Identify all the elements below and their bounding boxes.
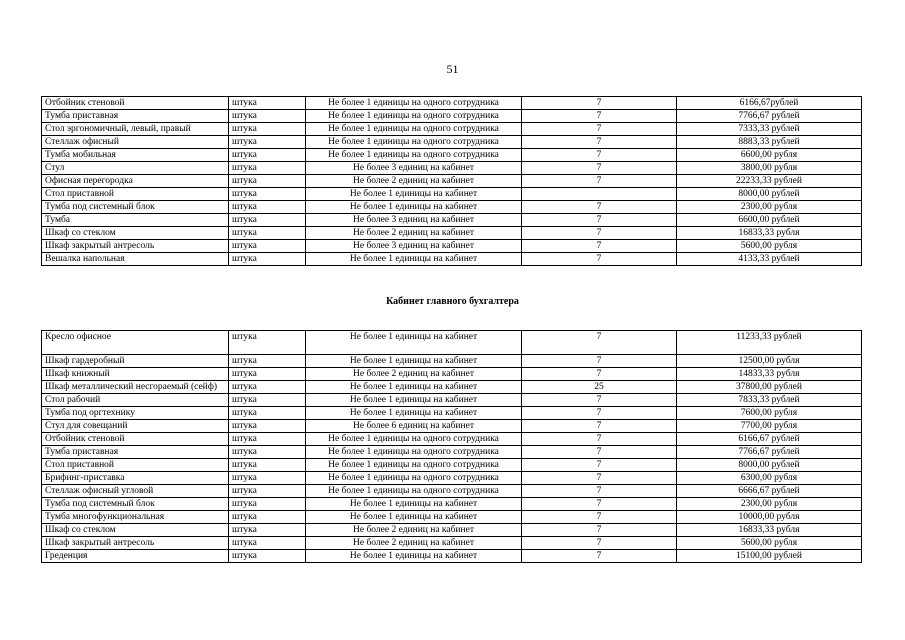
unit-cell: штука <box>229 149 306 162</box>
service-years-cell: 7 <box>522 97 677 110</box>
norm-cell: Не более 1 единицы на кабинет <box>306 381 522 394</box>
table-row <box>42 524 862 537</box>
service-years-cell: 25 <box>522 381 677 394</box>
unit-cell: штука <box>229 485 306 498</box>
unit-cell: штука <box>229 253 306 266</box>
item-name-cell: Тумба под системный блок <box>42 201 229 214</box>
table-row <box>42 407 862 420</box>
table-row <box>42 201 862 214</box>
unit-cell: штука <box>229 136 306 149</box>
price-cell: 8000,00 рублей <box>677 188 862 201</box>
norm-cell: Не более 3 единиц на кабинет <box>306 162 522 175</box>
service-years-cell <box>522 188 677 201</box>
service-years-cell: 7 <box>522 511 677 524</box>
unit-cell: штука <box>229 472 306 485</box>
price-cell: 8000,00 рублей <box>677 459 862 472</box>
unit-cell: штука <box>229 331 306 355</box>
item-name-cell: Тумба <box>42 214 229 227</box>
unit-cell: штука <box>229 214 306 227</box>
norm-cell: Не более 2 единиц на кабинет <box>306 175 522 188</box>
price-cell: 6600,00 рублей <box>677 214 862 227</box>
price-cell: 10000,00 рубля <box>677 511 862 524</box>
service-years-cell: 7 <box>522 433 677 446</box>
unit-cell: штука <box>229 162 306 175</box>
item-name-cell: Греденция <box>42 550 229 563</box>
norm-cell: Не более 1 единицы на одного сотрудника <box>306 97 522 110</box>
table-row <box>42 331 862 355</box>
item-name-cell: Шкаф гардеробный <box>42 355 229 368</box>
service-years-cell: 7 <box>522 472 677 485</box>
table-row <box>42 537 862 550</box>
item-name-cell: Шкаф металлический несгораемый (сейф) <box>42 381 229 394</box>
service-years-cell: 7 <box>522 498 677 511</box>
norm-cell: Не более 1 единицы на одного сотрудника <box>306 149 522 162</box>
item-name-cell: Стол приставной <box>42 188 229 201</box>
price-cell: 14833,33 рубля <box>677 368 862 381</box>
unit-cell: штука <box>229 420 306 433</box>
table-row <box>42 550 862 563</box>
unit-cell: штука <box>229 97 306 110</box>
price-cell: 8883,33 рублей <box>677 136 862 149</box>
table-row <box>42 253 862 266</box>
table-row <box>42 394 862 407</box>
item-name-cell: Шкаф закрытый антресоль <box>42 537 229 550</box>
price-cell: 16833,33 рубля <box>677 227 862 240</box>
table-row <box>42 511 862 524</box>
service-years-cell: 7 <box>522 123 677 136</box>
service-years-cell: 7 <box>522 459 677 472</box>
item-name-cell: Кресло офисное <box>42 331 229 355</box>
item-name-cell: Стол приставной <box>42 459 229 472</box>
norm-cell: Не более 3 единиц на кабинет <box>306 214 522 227</box>
item-name-cell: Стеллаж офисный <box>42 136 229 149</box>
table-row <box>42 175 862 188</box>
table-body <box>42 97 862 266</box>
item-name-cell: Тумба приставная <box>42 446 229 459</box>
service-years-cell: 7 <box>522 537 677 550</box>
price-cell: 6666,67 рублей <box>677 485 862 498</box>
norm-cell: Не более 2 единиц на кабинет <box>306 368 522 381</box>
price-cell: 7333,33 рублей <box>677 123 862 136</box>
norm-cell: Не более 1 единицы на одного сотрудника <box>306 433 522 446</box>
service-years-cell: 7 <box>522 110 677 123</box>
norm-cell: Не более 2 единиц на кабинет <box>306 524 522 537</box>
unit-cell: штука <box>229 394 306 407</box>
item-name-cell: Стеллаж офисный угловой <box>42 485 229 498</box>
item-name-cell: Стул для совещаний <box>42 420 229 433</box>
price-cell: 7766,67 рублей <box>677 446 862 459</box>
price-cell: 5600,00 рубля <box>677 240 862 253</box>
unit-cell: штука <box>229 368 306 381</box>
norm-cell: Не более 1 единицы на одного сотрудника <box>306 110 522 123</box>
table-row <box>42 227 862 240</box>
unit-cell: штука <box>229 188 306 201</box>
price-cell: 6166,67 рублей <box>677 433 862 446</box>
service-years-cell: 7 <box>522 446 677 459</box>
norm-cell: Не более 1 единицы на кабинет <box>306 201 522 214</box>
norm-cell: Не более 1 единицы на кабинет <box>306 394 522 407</box>
norm-cell: Не более 1 единицы на кабинет <box>306 188 522 201</box>
table-row <box>42 433 862 446</box>
unit-cell: штука <box>229 433 306 446</box>
table-row <box>42 149 862 162</box>
unit-cell: штука <box>229 511 306 524</box>
item-name-cell: Тумба мобильная <box>42 149 229 162</box>
unit-cell: штука <box>229 524 306 537</box>
table-row <box>42 97 862 110</box>
table-row <box>42 123 862 136</box>
table-row <box>42 420 862 433</box>
item-name-cell: Стол рабочий <box>42 394 229 407</box>
norm-cell: Не более 1 единицы на кабинет <box>306 331 522 355</box>
service-years-cell: 7 <box>522 240 677 253</box>
table-row <box>42 355 862 368</box>
price-cell: 7833,33 рублей <box>677 394 862 407</box>
service-years-cell: 7 <box>522 420 677 433</box>
item-name-cell: Вешалка напольная <box>42 253 229 266</box>
norm-cell: Не более 1 единицы на кабинет <box>306 498 522 511</box>
item-name-cell: Тумба приставная <box>42 110 229 123</box>
service-years-cell: 7 <box>522 331 677 355</box>
norm-cell: Не более 1 единицы на кабинет <box>306 253 522 266</box>
unit-cell: штука <box>229 240 306 253</box>
table-row <box>42 188 862 201</box>
item-name-cell: Тумба под оргтехнику <box>42 407 229 420</box>
table-row <box>42 381 862 394</box>
norm-cell: Не более 6 единиц на кабинет <box>306 420 522 433</box>
item-name-cell: Шкаф книжный <box>42 368 229 381</box>
price-cell: 2300,00 рубля <box>677 498 862 511</box>
price-cell: 3800,00 рубля <box>677 162 862 175</box>
unit-cell: штука <box>229 537 306 550</box>
item-name-cell: Стол эргономичный, левый, правый <box>42 123 229 136</box>
unit-cell: штука <box>229 175 306 188</box>
norm-cell: Не более 1 единицы на кабинет <box>306 407 522 420</box>
unit-cell: штука <box>229 227 306 240</box>
table-row <box>42 368 862 381</box>
norm-cell: Не более 3 единиц на кабинет <box>306 240 522 253</box>
price-cell: 2300,00 рубля <box>677 201 862 214</box>
price-cell: 6166,67рублей <box>677 97 862 110</box>
table-row <box>42 240 862 253</box>
item-name-cell: Отбойник стеновой <box>42 97 229 110</box>
service-years-cell: 7 <box>522 485 677 498</box>
price-cell: 12500,00 рубля <box>677 355 862 368</box>
service-years-cell: 7 <box>522 201 677 214</box>
price-cell: 6300,00 рубля <box>677 472 862 485</box>
service-years-cell: 7 <box>522 175 677 188</box>
item-name-cell: Шкаф со стеклом <box>42 524 229 537</box>
table-row <box>42 214 862 227</box>
service-years-cell: 7 <box>522 368 677 381</box>
item-name-cell: Отбойник стеновой <box>42 433 229 446</box>
price-cell: 7700,00 рубля <box>677 420 862 433</box>
service-years-cell: 7 <box>522 136 677 149</box>
norm-cell: Не более 1 единицы на одного сотрудника <box>306 123 522 136</box>
price-cell: 22233,33 рублей <box>677 175 862 188</box>
table-row <box>42 110 862 123</box>
table-row <box>42 446 862 459</box>
norm-cell: Не более 1 единицы на одного сотрудника <box>306 446 522 459</box>
price-cell: 11233,33 рублей <box>677 331 862 355</box>
unit-cell: штука <box>229 201 306 214</box>
norm-cell: Не более 1 единицы на одного сотрудника <box>306 485 522 498</box>
table-body <box>42 331 862 563</box>
norm-cell: Не более 1 единицы на одного сотрудника <box>306 472 522 485</box>
service-years-cell: 7 <box>522 253 677 266</box>
unit-cell: штука <box>229 550 306 563</box>
norm-cell: Не более 1 единицы на одного сотрудника <box>306 459 522 472</box>
price-cell: 7766,67 рублей <box>677 110 862 123</box>
furniture-table-2 <box>41 330 862 563</box>
unit-cell: штука <box>229 459 306 472</box>
item-name-cell: Офисная перегородка <box>42 175 229 188</box>
item-name-cell: Стул <box>42 162 229 175</box>
service-years-cell: 7 <box>522 407 677 420</box>
item-name-cell: Шкаф со стеклом <box>42 227 229 240</box>
unit-cell: штука <box>229 123 306 136</box>
norm-cell: Не более 1 единицы на одного сотрудника <box>306 136 522 149</box>
price-cell: 7600,00 рубля <box>677 407 862 420</box>
service-years-cell: 7 <box>522 149 677 162</box>
service-years-cell: 7 <box>522 214 677 227</box>
norm-cell: Не более 2 единиц на кабинет <box>306 537 522 550</box>
table-row <box>42 472 862 485</box>
price-cell: 6600,00 рубля <box>677 149 862 162</box>
table-row <box>42 459 862 472</box>
table-row <box>42 485 862 498</box>
norm-cell: Не более 1 единицы на кабинет <box>306 511 522 524</box>
price-cell: 16833,33 рубля <box>677 524 862 537</box>
norm-cell: Не более 1 единицы на кабинет <box>306 550 522 563</box>
price-cell: 15100,00 рублей <box>677 550 862 563</box>
item-name-cell: Тумба многофункциональная <box>42 511 229 524</box>
unit-cell: штука <box>229 407 306 420</box>
page-number: 51 <box>446 62 459 76</box>
service-years-cell: 7 <box>522 550 677 563</box>
service-years-cell: 7 <box>522 227 677 240</box>
table-row <box>42 136 862 149</box>
section-title: Кабинет главного бухгалтера <box>386 296 519 307</box>
unit-cell: штука <box>229 498 306 511</box>
table-row <box>42 498 862 511</box>
unit-cell: штука <box>229 446 306 459</box>
service-years-cell: 7 <box>522 355 677 368</box>
item-name-cell: Тумба под системный блок <box>42 498 229 511</box>
norm-cell: Не более 2 единиц на кабинет <box>306 227 522 240</box>
unit-cell: штука <box>229 355 306 368</box>
norm-cell: Не более 1 единицы на кабинет <box>306 355 522 368</box>
service-years-cell: 7 <box>522 394 677 407</box>
unit-cell: штука <box>229 110 306 123</box>
unit-cell: штука <box>229 381 306 394</box>
price-cell: 5600,00 рубля <box>677 537 862 550</box>
price-cell: 37800,00 рублей <box>677 381 862 394</box>
table-row <box>42 162 862 175</box>
item-name-cell: Шкаф закрытый антресоль <box>42 240 229 253</box>
service-years-cell: 7 <box>522 524 677 537</box>
price-cell: 4133,33 рублей <box>677 253 862 266</box>
item-name-cell: Брифинг-приставка <box>42 472 229 485</box>
furniture-table-1 <box>41 96 862 266</box>
service-years-cell: 7 <box>522 162 677 175</box>
